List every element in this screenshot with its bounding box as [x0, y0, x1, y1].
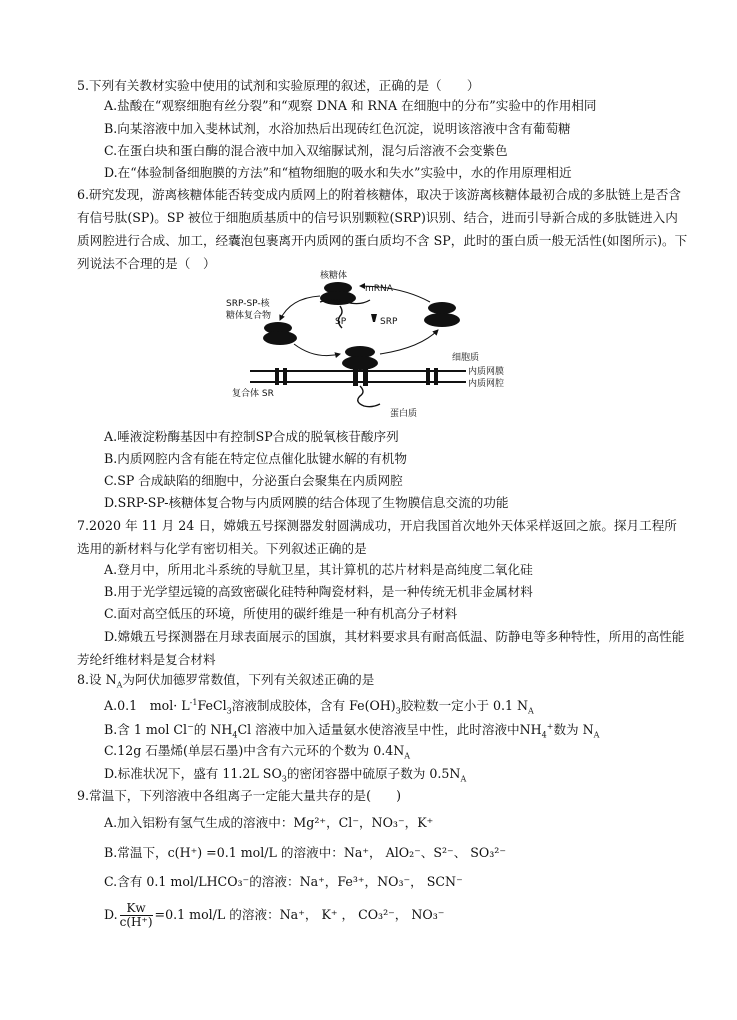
translocon-icon — [353, 368, 358, 386]
complex-ribosome-bottom-icon — [263, 331, 297, 345]
label-er-membrane: 内质网膜 — [468, 367, 505, 377]
label-complex-2: 糖体复合物 — [226, 311, 272, 321]
label-protein: 蛋白质 — [390, 409, 418, 419]
translocon-icon-2 — [363, 368, 368, 386]
arrow-to-membrane — [294, 344, 340, 356]
q5-stem: 5.下列有关教材实验中使用的试剂和实验原理的叙述，正确的是（ ） — [77, 78, 480, 93]
q9-option-c: C.含有 0.1 mol/LHCO₃⁻的溶液：Na⁺，Fe³⁺，NO₃⁻， SCN⁻ — [104, 874, 463, 889]
ribosome-srp-diagram — [220, 268, 510, 420]
q6-option-d: D.SRP-SP-核糖体复合物与内质网膜的结合体现了生物膜信息交流的功能 — [104, 495, 509, 510]
q7-option-d: D.嫦娥五号探测器在月球表面展示的国旗，其材料要求具有耐高低温、防静电等多种特性，所用的高性能芳纶纤维材料是复合材料 — [77, 629, 685, 667]
free-ribosome-top-icon — [428, 302, 456, 314]
q8-stem: 8.设 $N_A$为阿伏加德罗常数值，下列有关叙述正确的是 — [77, 672, 375, 690]
srp-icon — [371, 314, 377, 322]
channel-icon — [426, 368, 430, 385]
q8-option-a: A.0.1 $mol\cdot L^{-1}FeCl_3$溶液制成胶体，含有 $Fe(OH)_3$胶粒数一定小于 0.1 $N_A$ — [104, 698, 534, 716]
label-sp: SP — [335, 317, 347, 327]
q9-option-a: A.加入铝粉有氢气生成的溶液中：Mg²⁺，Cl⁻，NO₃⁻，K⁺ — [104, 815, 434, 830]
q9-stem: 9.常温下，下列溶液中各组离子一定能大量共存的是( ) — [77, 788, 402, 803]
q8-option-b: B.含 1 mol Cl−的 $NH_4Cl$ 溶液中加入适量氨水使溶液呈中性，此时溶液中$NH_4^+$数为 $N_A$ — [104, 722, 600, 740]
arrow-to-complex — [280, 296, 320, 320]
q6-option-b: B.内质网腔内含有能在特定位点催化肽键水解的有机物 — [104, 451, 407, 466]
sr-receptor-icon-2 — [283, 368, 287, 385]
arrow-to-free-ribosome — [380, 330, 438, 354]
q6-option-c: C.SP 合成缺陷的细胞中，分泌蛋白会聚集在内质网腔 — [104, 473, 403, 488]
q5-option-c: C.在蛋白块和蛋白酶的混合液中加入双缩脲试剂，混匀后溶液不会变紫色 — [104, 143, 508, 158]
label-er-lumen: 内质网腔 — [468, 379, 505, 389]
q8-option-c: C.12g 石墨烯(单层石墨)中含有六元环的个数为 $0.4N_A$ — [104, 743, 411, 761]
q6-option-a: A.唾液淀粉酶基因中有控制SP合成的脱氧核苷酸序列 — [104, 429, 399, 444]
q7-option-c: C.面对高空低压的环境，所使用的碳纤维是一种有机高分子材料 — [104, 606, 458, 621]
q8-option-d: D.标准状况下，盛有 11.2L $SO_3$的密闭容器中硫原子数为 $0.5N_A$ — [104, 766, 467, 784]
label-complex-1: SRP-SP-核 — [226, 299, 270, 309]
q7-stem: 7.2020 年 11 月 24 日，嫦娥五号探测器发射圆满成功，开启我国首次地外天体采样返回之旅。探月工程所选用的新材料与化学有密切相关。下列叙述正确的是 — [77, 518, 677, 556]
q9-option-d: D. $\frac{Kw}{c(H^+)}$ =0.1 mol/L 的溶液：Na⁺， K⁺ ， CO₃²⁻， NO₃⁻ — [104, 901, 445, 929]
q7-option-b: B.用于光学望远镜的高致密碳化硅特种陶瓷材料，是一种传统无机非金属材料 — [104, 584, 533, 599]
q9-option-b: B.常温下，c(H⁺) =0.1 mol/L 的溶液中：Na⁺， AlO₂⁻、S²⁻、 SO₃²⁻ — [104, 845, 506, 860]
q5-option-d: D.在“体验制备细胞膜的方法”和“植物细胞的吸水和失水”实验中，水的作用原理相近 — [104, 165, 572, 180]
q5-option-b: B.向某溶液中加入斐林试剂，水浴加热后出现砖红色沉淀，说明该溶液中含有葡萄糖 — [104, 121, 571, 136]
channel-icon-2 — [434, 368, 438, 385]
bound-ribosome-bottom-icon — [342, 356, 378, 370]
q6-stem: 6.研究发现，游离核糖体能否转变成内质网上的附着核糖体，取决于该游离核糖体最初合成的多肽链上是否含有信号肽(SP)。SP 被位于细胞质基质中的信号识别颗粒(SRP)识别、结合，进而引导新合成的多肽链进入内质网腔进行合成、加工，经囊泡包裹离开内质网的蛋白质均不含 SP，此时的蛋白质一般无活性(如图所示)。下列说法不合理的是（ ） — [77, 187, 688, 271]
q7-option-a: A.登月中，所用北斗系统的导航卫星，其计算机的芯片材料是高纯度二氧化硅 — [104, 562, 533, 577]
sr-receptor-icon — [275, 368, 279, 385]
free-ribosome-bottom-icon — [424, 313, 460, 327]
label-sr: 复合体 SR — [232, 389, 274, 399]
kw-fraction: $\frac{Kw}{c(H^+)}$ — [119, 901, 153, 929]
label-srp: SRP — [380, 317, 398, 327]
q5-option-a: A.盐酸在“观察细胞有丝分裂”和“观察 DNA 和 RNA 在细胞中的分布”实验中的作用相同 — [104, 98, 597, 113]
label-cytoplasm: 细胞质 — [452, 353, 480, 363]
label-ribosome: 核糖体 — [320, 271, 348, 281]
protein-chain — [358, 386, 380, 407]
label-mrna: mRNA — [365, 284, 393, 294]
